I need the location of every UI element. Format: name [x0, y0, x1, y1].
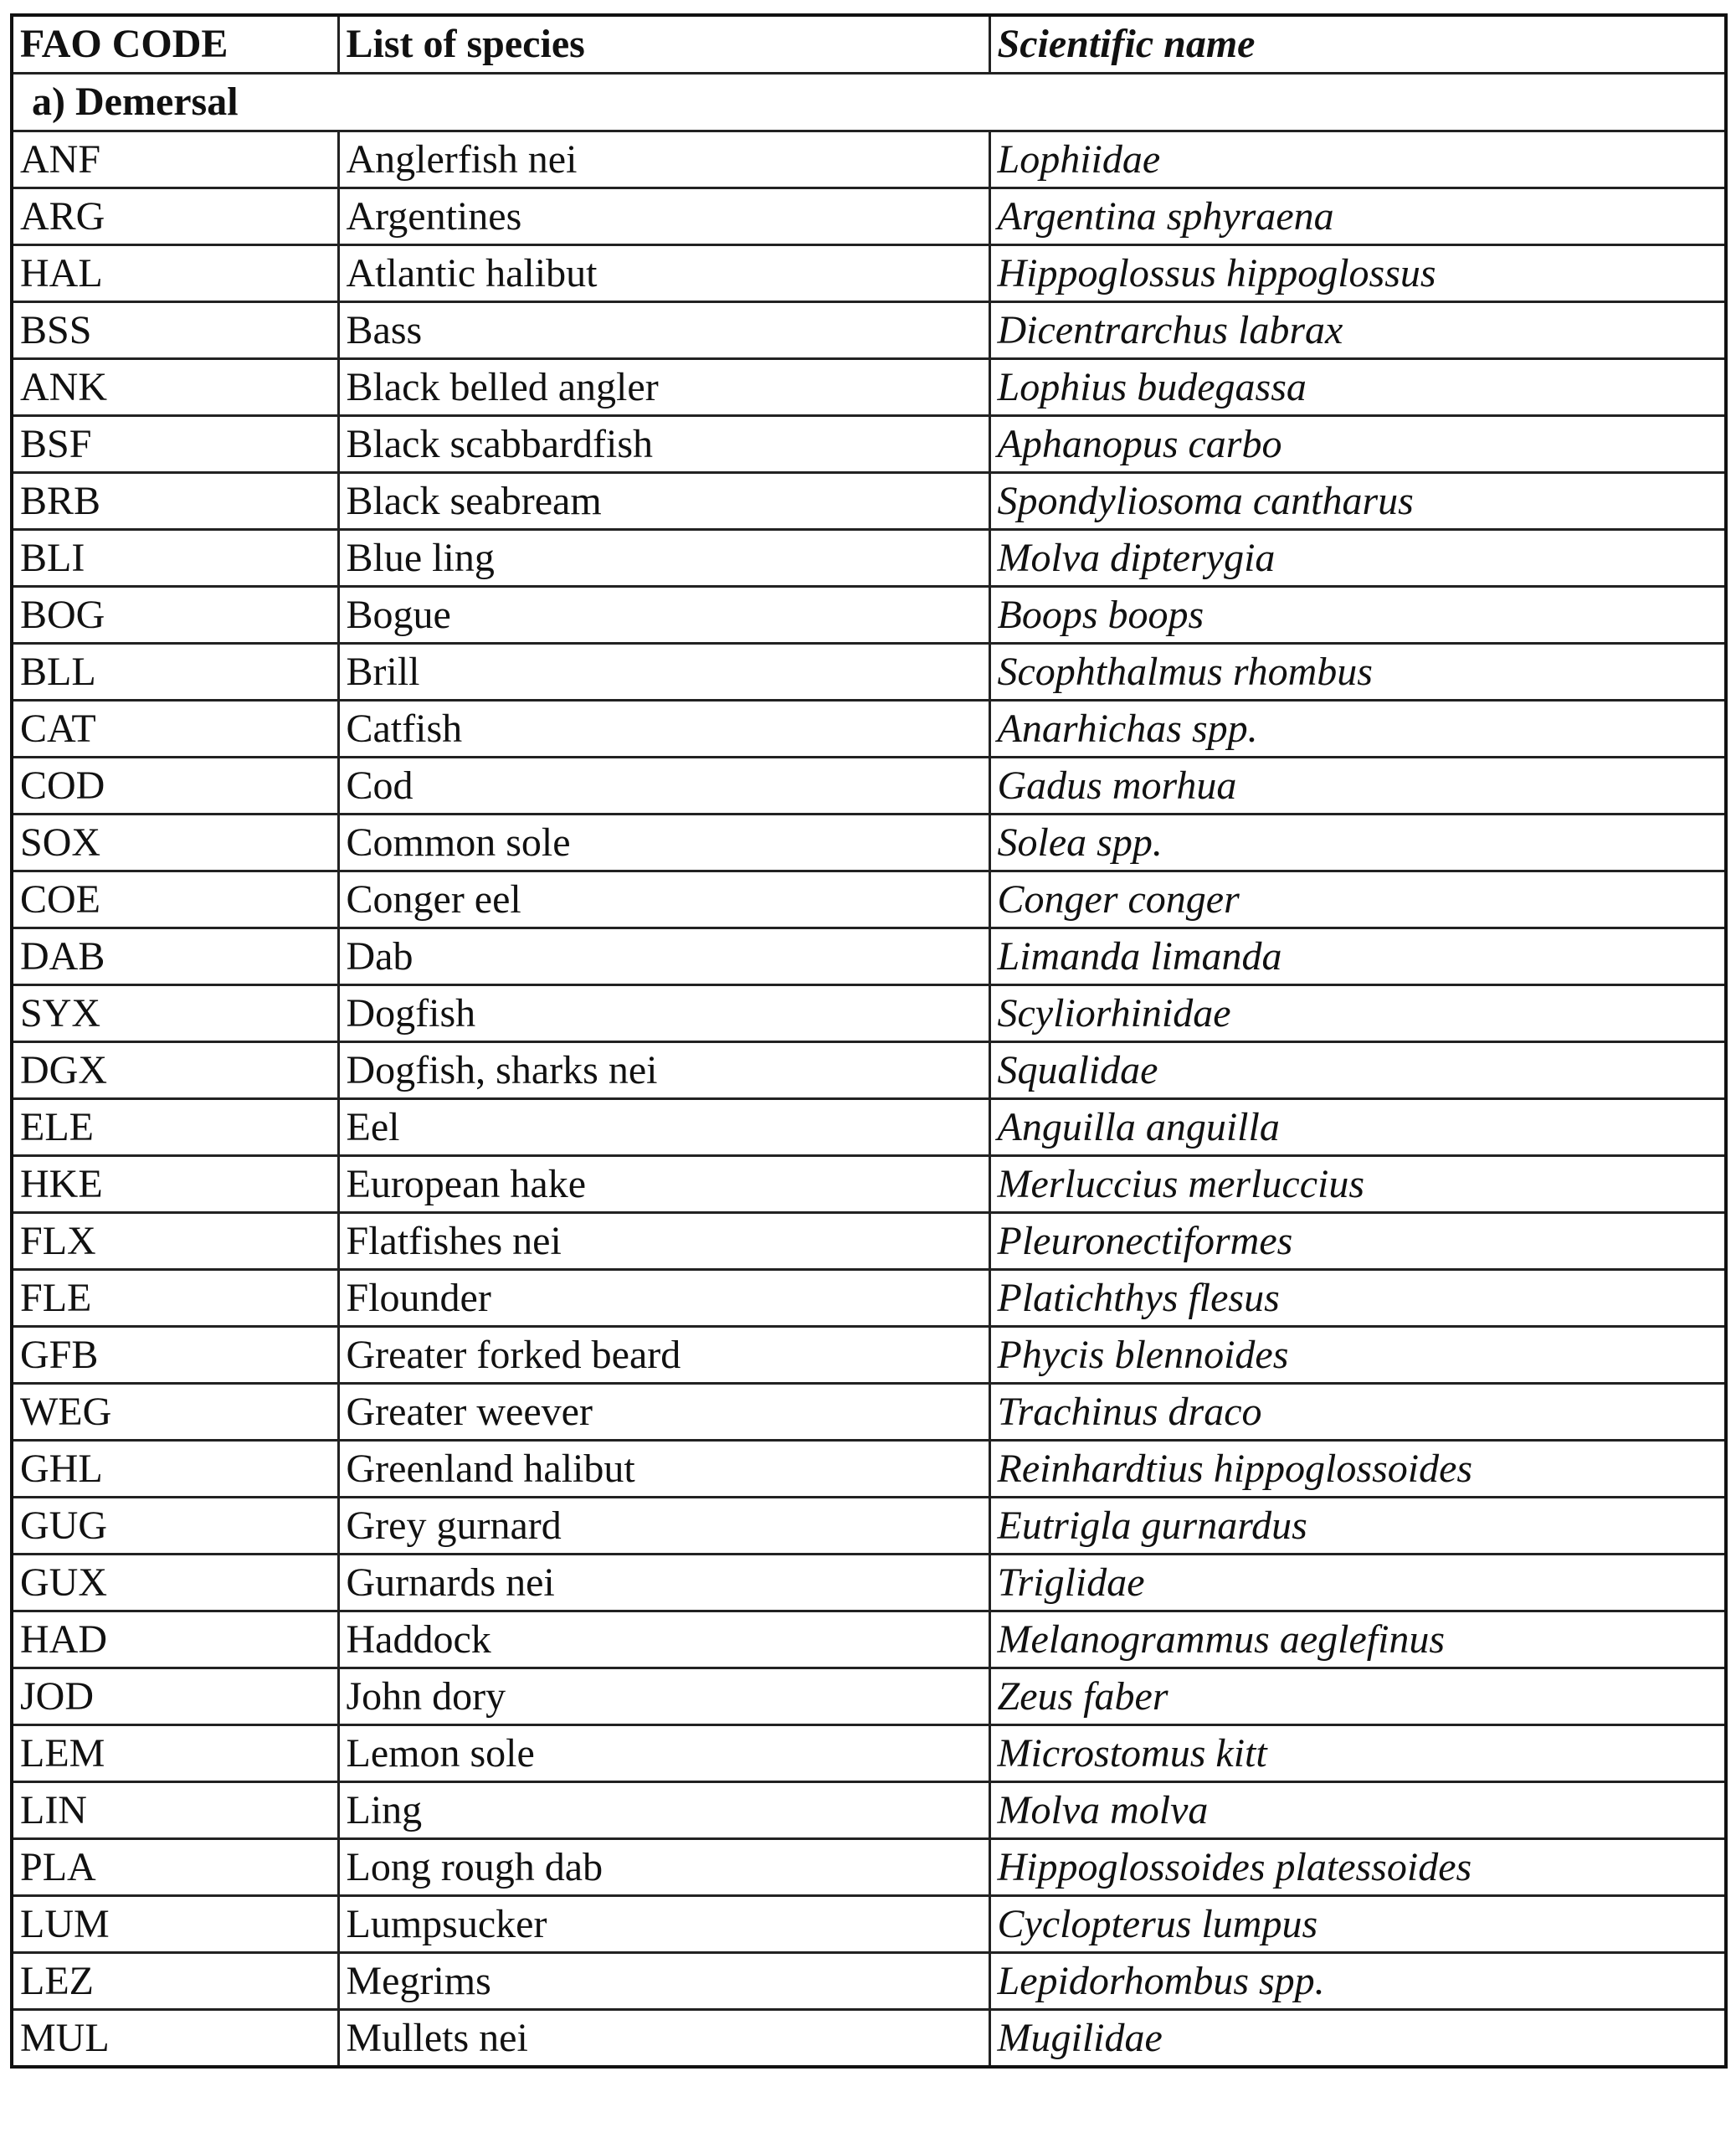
section-row-demersal [12, 74, 1726, 131]
header-scientific-name: Scientific name [989, 15, 1726, 74]
scientific-name-cell: Scyliorhinidae [989, 985, 1726, 1042]
species-name-cell: Eel [338, 1099, 989, 1156]
scientific-name-cell: Limanda limanda [989, 928, 1726, 985]
scientific-name-cell: Anarhichas spp. [989, 701, 1726, 758]
fao-code-cell: GUG [12, 1498, 338, 1555]
species-name-cell: European hake [338, 1156, 989, 1213]
fao-code-cell: BOG [12, 587, 338, 644]
scientific-name-cell: Aphanopus carbo [989, 416, 1726, 473]
fao-code-cell: SOX [12, 815, 338, 871]
scientific-name-cell: Platichthys flesus [989, 1270, 1726, 1327]
species-name-cell: Common sole [338, 815, 989, 871]
scientific-name-cell: Conger conger [989, 871, 1726, 928]
scientific-name-cell: Anguilla anguilla [989, 1099, 1726, 1156]
fao-code-cell: GFB [12, 1327, 338, 1384]
species-name-cell: Greater forked beard [338, 1327, 989, 1384]
scientific-name-cell: Molva dipterygia [989, 530, 1726, 587]
header-row [12, 15, 1726, 74]
species-name-cell: Lemon sole [338, 1725, 989, 1782]
table-body [12, 74, 1726, 2068]
table-row [12, 1327, 1726, 1384]
table-row [12, 1042, 1726, 1099]
species-name-cell: Flounder [338, 1270, 989, 1327]
scientific-name-cell: Eutrigla gurnardus [989, 1498, 1726, 1555]
table-header [12, 15, 1726, 74]
table-row [12, 245, 1726, 302]
table-row [12, 1099, 1726, 1156]
species-name-cell: Dab [338, 928, 989, 985]
fao-code-cell: BSF [12, 416, 338, 473]
fao-code-cell: GUX [12, 1555, 338, 1611]
table-row [12, 1953, 1726, 2010]
species-name-cell: Brill [338, 644, 989, 701]
table-row [12, 1213, 1726, 1270]
table-row [12, 1441, 1726, 1498]
fao-code-cell: BRB [12, 473, 338, 530]
table-row [12, 416, 1726, 473]
fao-code-cell: LUM [12, 1896, 338, 1953]
scientific-name-cell: Phycis blennoides [989, 1327, 1726, 1384]
scientific-name-cell: Lophiidae [989, 131, 1726, 188]
scientific-name-cell: Lepidorhombus spp. [989, 1953, 1726, 2010]
table-row [12, 1498, 1726, 1555]
table-row [12, 815, 1726, 871]
table-row [12, 1611, 1726, 1668]
scientific-name-cell: Lophius budegassa [989, 359, 1726, 416]
table-row [12, 359, 1726, 416]
fao-code-cell: CAT [12, 701, 338, 758]
scientific-name-cell: Dicentrarchus labrax [989, 302, 1726, 359]
table-row [12, 1384, 1726, 1441]
species-name-cell: Argentines [338, 188, 989, 245]
fao-code-cell: ARG [12, 188, 338, 245]
fao-code-cell: ELE [12, 1099, 338, 1156]
species-name-cell: Black scabbardfish [338, 416, 989, 473]
species-name-cell: Atlantic halibut [338, 245, 989, 302]
fao-code-cell: COE [12, 871, 338, 928]
scientific-name-cell: Merluccius merluccius [989, 1156, 1726, 1213]
table-row [12, 1156, 1726, 1213]
table-row [12, 701, 1726, 758]
species-name-cell: Flatfishes nei [338, 1213, 989, 1270]
scientific-name-cell: Spondyliosoma cantharus [989, 473, 1726, 530]
fao-code-cell: SYX [12, 985, 338, 1042]
species-name-cell: Bogue [338, 587, 989, 644]
scientific-name-cell: Scophthalmus rhombus [989, 644, 1726, 701]
fao-code-cell: GHL [12, 1441, 338, 1498]
fao-code-cell: PLA [12, 1839, 338, 1896]
species-name-cell: Mullets nei [338, 2010, 989, 2068]
scientific-name-cell: Hippoglossus hippoglossus [989, 245, 1726, 302]
species-name-cell: Haddock [338, 1611, 989, 1668]
fao-code-cell: DAB [12, 928, 338, 985]
fao-code-cell: HAD [12, 1611, 338, 1668]
species-name-cell: Dogfish, sharks nei [338, 1042, 989, 1099]
fao-code-cell: ANK [12, 359, 338, 416]
table-row [12, 1270, 1726, 1327]
table-row [12, 587, 1726, 644]
fao-code-cell: MUL [12, 2010, 338, 2068]
fao-code-cell: ANF [12, 131, 338, 188]
fao-code-cell: LEZ [12, 1953, 338, 2010]
table-row [12, 644, 1726, 701]
species-name-cell: Anglerfish nei [338, 131, 989, 188]
species-name-cell: Greenland halibut [338, 1441, 989, 1498]
scientific-name-cell: Triglidae [989, 1555, 1726, 1611]
scientific-name-cell: Zeus faber [989, 1668, 1726, 1725]
scientific-name-cell: Hippoglossoides platessoides [989, 1839, 1726, 1896]
table-row [12, 131, 1726, 188]
species-name-cell: Conger eel [338, 871, 989, 928]
scientific-name-cell: Squalidae [989, 1042, 1726, 1099]
table-row [12, 188, 1726, 245]
header-fao-code: FAO CODE [12, 15, 338, 74]
table-row [12, 1782, 1726, 1839]
species-name-cell: Bass [338, 302, 989, 359]
scientific-name-cell: Trachinus draco [989, 1384, 1726, 1441]
fao-code-cell: FLE [12, 1270, 338, 1327]
fao-code-cell: LIN [12, 1782, 338, 1839]
table-row [12, 530, 1726, 587]
fao-code-cell: WEG [12, 1384, 338, 1441]
table-row [12, 302, 1726, 359]
scientific-name-cell: Cyclopterus lumpus [989, 1896, 1726, 1953]
table-row [12, 871, 1726, 928]
fao-code-cell: HKE [12, 1156, 338, 1213]
fao-code-cell: JOD [12, 1668, 338, 1725]
scientific-name-cell: Gadus morhua [989, 758, 1726, 815]
table-row [12, 473, 1726, 530]
table-row [12, 758, 1726, 815]
species-name-cell: Blue ling [338, 530, 989, 587]
fao-code-cell: HAL [12, 245, 338, 302]
scientific-name-cell: Argentina sphyraena [989, 188, 1726, 245]
scientific-name-cell: Reinhardtius hippoglossoides [989, 1441, 1726, 1498]
fao-code-cell: BLL [12, 644, 338, 701]
fao-code-cell: FLX [12, 1213, 338, 1270]
table-row [12, 928, 1726, 985]
table-row [12, 1555, 1726, 1611]
species-name-cell: John dory [338, 1668, 989, 1725]
scientific-name-cell: Molva molva [989, 1782, 1726, 1839]
species-name-cell: Gurnards nei [338, 1555, 989, 1611]
table-row [12, 985, 1726, 1042]
species-name-cell: Cod [338, 758, 989, 815]
species-name-cell: Long rough dab [338, 1839, 989, 1896]
scientific-name-cell: Pleuronectiformes [989, 1213, 1726, 1270]
header-species: List of species [338, 15, 989, 74]
scientific-name-cell: Solea spp. [989, 815, 1726, 871]
species-name-cell: Lumpsucker [338, 1896, 989, 1953]
scientific-name-cell: Microstomus kitt [989, 1725, 1726, 1782]
species-name-cell: Black seabream [338, 473, 989, 530]
table-row [12, 2010, 1726, 2068]
species-name-cell: Black belled angler [338, 359, 989, 416]
section-label: a) Demersal [12, 74, 1726, 131]
species-name-cell: Greater weever [338, 1384, 989, 1441]
scientific-name-cell: Boops boops [989, 587, 1726, 644]
table-row [12, 1668, 1726, 1725]
species-table [10, 13, 1728, 2069]
fao-code-cell: BLI [12, 530, 338, 587]
fao-code-cell: DGX [12, 1042, 338, 1099]
species-name-cell: Grey gurnard [338, 1498, 989, 1555]
species-name-cell: Dogfish [338, 985, 989, 1042]
fao-code-cell: BSS [12, 302, 338, 359]
fao-code-cell: COD [12, 758, 338, 815]
species-name-cell: Ling [338, 1782, 989, 1839]
scientific-name-cell: Melanogrammus aeglefinus [989, 1611, 1726, 1668]
table-row [12, 1839, 1726, 1896]
scientific-name-cell: Mugilidae [989, 2010, 1726, 2068]
species-name-cell: Catfish [338, 701, 989, 758]
species-name-cell: Megrims [338, 1953, 989, 2010]
table-row [12, 1725, 1726, 1782]
fao-code-cell: LEM [12, 1725, 338, 1782]
table-row [12, 1896, 1726, 1953]
